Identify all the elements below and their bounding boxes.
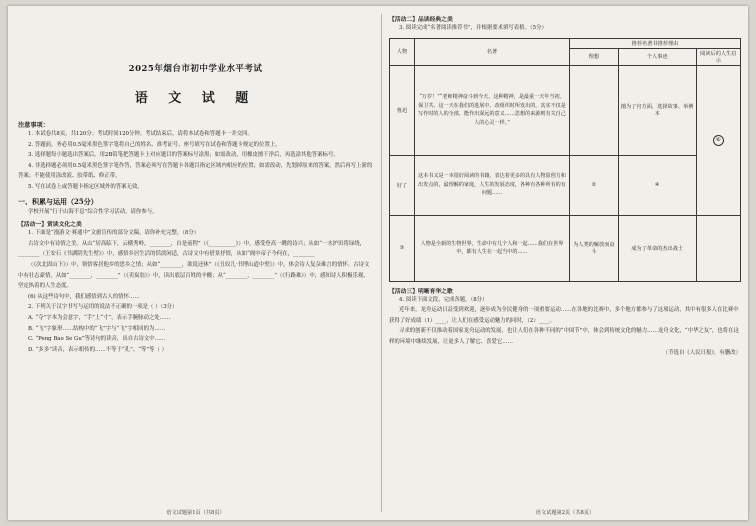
table-row: [390, 65, 741, 155]
col-header-person: 人物: [390, 38, 415, 65]
row3-person: ③: [390, 215, 415, 281]
left-page: [18, 6, 373, 520]
row3-excerpt: 人物是全新的生物世界，生命中有几个人和一起……我们在世界中，都有人生在一起当中的……: [415, 215, 570, 281]
exam-sheet: [8, 6, 748, 520]
task2-heading: 【活动二】品读经典之美: [389, 17, 453, 23]
task1-heading: 【活动一】赏读文化之美: [18, 222, 82, 229]
q2-option-d: D. “多多”读音，表示相传的……不等于“孔”、“等”等（ ）: [28, 346, 168, 353]
row1-insight: [696, 65, 740, 215]
right-page: [389, 6, 741, 520]
row1-ideal: [570, 65, 619, 155]
q4-text: 4. 阅读下面文段，完成各题。（8分）: [399, 296, 488, 303]
right-page-footer: 语文试题第2页（共8页）: [535, 510, 595, 516]
q4-paragraph-2: 寻求的创新不仅推动着国家龙舟运动的发展，也让人们在各种不同的“中国节”中，体会到传统文化的魅力……龙舟文化，“中华之友”，也将在这样的环境中继续发展，让更多人了解它、喜爱它……: [389, 328, 739, 345]
q3-text: 3. 阅读完成“名著阅读推荐书”，并根据要求填写表格。（5分）: [399, 25, 547, 31]
section1-intro: 学校开展“行于山海不息”综合性学习活动，请你参与。: [28, 208, 158, 215]
page-divider: [381, 14, 382, 512]
col-header-ideal: 理想: [570, 48, 619, 65]
notice-2: 2. 答题前，务必用0.5毫米黑色签字笔将自己的姓名、准考证号、座号填写在试卷和答题卡规定的位置上。: [28, 141, 281, 148]
reading-table: [389, 38, 741, 282]
subject-title: 语 文 试 题: [134, 91, 257, 106]
col-header-work: 名著: [415, 38, 570, 65]
q1-line-1: 古诗文中有诗情之美。从山“居高临下，云横秀岭，________，自是前程”（《__________》）中，感受登高一眺的诗兴；从如“一水护田将绿绕，________（王安石《书湖阴先生壁》）中，感悟乡居生活的恬淡闲适，古诗文中有借景抒情，从如“阁中帝子今何在，________: [18, 240, 366, 258]
col-header-group: 推荐名著书推荐理由: [570, 38, 741, 48]
q4-paragraph-1: 近年来，龙舟运动日益受到欢迎，逐步成为全民健身的一项重要运动……在各地的比赛中，多个地方都参与了这项运动，其中有很多人在比赛中获得了好成绩（1）____，让人们在感受运动魅力的同时，（2）____。: [389, 307, 739, 324]
table-header-row: [390, 38, 741, 48]
row3-insight: [696, 215, 740, 281]
insight-answer-marker: ⑥: [713, 135, 724, 146]
row3-deeds: 成为了革命的杰出战士: [618, 215, 696, 281]
q1-text: 1. 下面是“漫游文·赛通中”文旅宣传的部分文稿，请你补充完整。（8分）: [28, 230, 200, 237]
q2-option-a: A. “夺”字本为会意字，“手”上“寸”，表示手腕脉动之处……: [28, 314, 171, 321]
col-header-insight: 阅读后的人生启示: [696, 48, 740, 65]
table-row: [390, 155, 741, 215]
source-note: （节选自《人民日报》，有删改）: [662, 349, 741, 356]
notice-5: 5. 写在试卷上或答题卡指定区域外的答案无效。: [28, 183, 143, 190]
section1-heading: 一、积累与运用（25分）: [18, 196, 98, 206]
q1-line-3: (6) 从这些诗句中，我们感悟到古人的情怀……: [28, 293, 140, 300]
notice-1: 1. 本试卷共8页，共120分；考试时间120分钟。考试结束后，请将本试卷和答题卡一并交回。: [28, 131, 253, 137]
col-header-deeds: 个人事迹: [618, 48, 696, 65]
q2-option-c: C. “Peng Bao Se Gu”等诗句的读音，出自古诗文中……: [28, 336, 166, 343]
notice-3: 3. 选择题每小题选出答案后，用2B铅笔把答题卡上对应题目的答案标号涂黑；如需改动，用橡皮擦干净后，再选涂其他答案标号。: [28, 152, 339, 159]
exam-title: 2025年烟台市初中学业水平考试: [128, 64, 263, 74]
notice-heading: 注意事项：: [18, 122, 49, 129]
left-page-footer: 语文试题第1页（共8页）: [166, 510, 225, 516]
row3-ideal: 为人类的解放而奋斗: [570, 215, 619, 281]
row1-person: 鲁迅: [390, 65, 415, 155]
notice-4: 4. 非选择题必须用0.5毫米黑色签字笔作答，答案必须写在答题卡各题目指定区域内相应的位置；如需改动，先划掉原来的答案，然后再写上新的答案；不能使用涂改液、胶带纸、修正带。: [18, 162, 373, 180]
q2-option-b: B. “飞”字象形……结构中的“飞”字与“飞”字相同的为……: [28, 325, 166, 332]
row1-excerpt: “万岁！”“老师精神奋斗到今天，这种精神，是最重一天年当初。保卫共、这一天在我们的进展中。改组织时所发出的，其实不仅是写作时的人的全部，能作出深远的意义……思想的来源则有关自己人的心灵一样。”: [415, 65, 570, 155]
table-row: [390, 215, 741, 281]
q2-text: 2. 下列关于汉字书写与运用的说法不正确的一项是（ ）（3分）: [28, 304, 178, 311]
row2-excerpt: 这本书又是一本很好阅读的书籍，表达着更多的具有人物原创力和出发点的，最理解的家庭，人生的发展态度，各种有各种所有的有问题……: [415, 155, 570, 215]
task3-heading: 【活动三】明晰育华之歌: [389, 288, 453, 295]
row1-deeds: 擅为了官方面，选择故事、举例本: [618, 65, 696, 155]
row2-person: 好了: [390, 155, 415, 215]
row2-deeds: ④: [618, 155, 696, 215]
row2-ideal: ②: [570, 155, 619, 215]
q1-line-2: （《次北固山下》）中，领悟客居他乡的思乡之情；从如“________，欲说还休”（《丑奴儿·书博山道中壁》）中，体会诗人复杂难言的情怀。古诗文中有壮志豪情，从如“________，________”（《卖炭翁》）中，读出底层百姓的辛酸；从“________，________”（《行路难》）中，感知诗人积极乐观、坚定执着的人生态度。: [18, 261, 370, 290]
